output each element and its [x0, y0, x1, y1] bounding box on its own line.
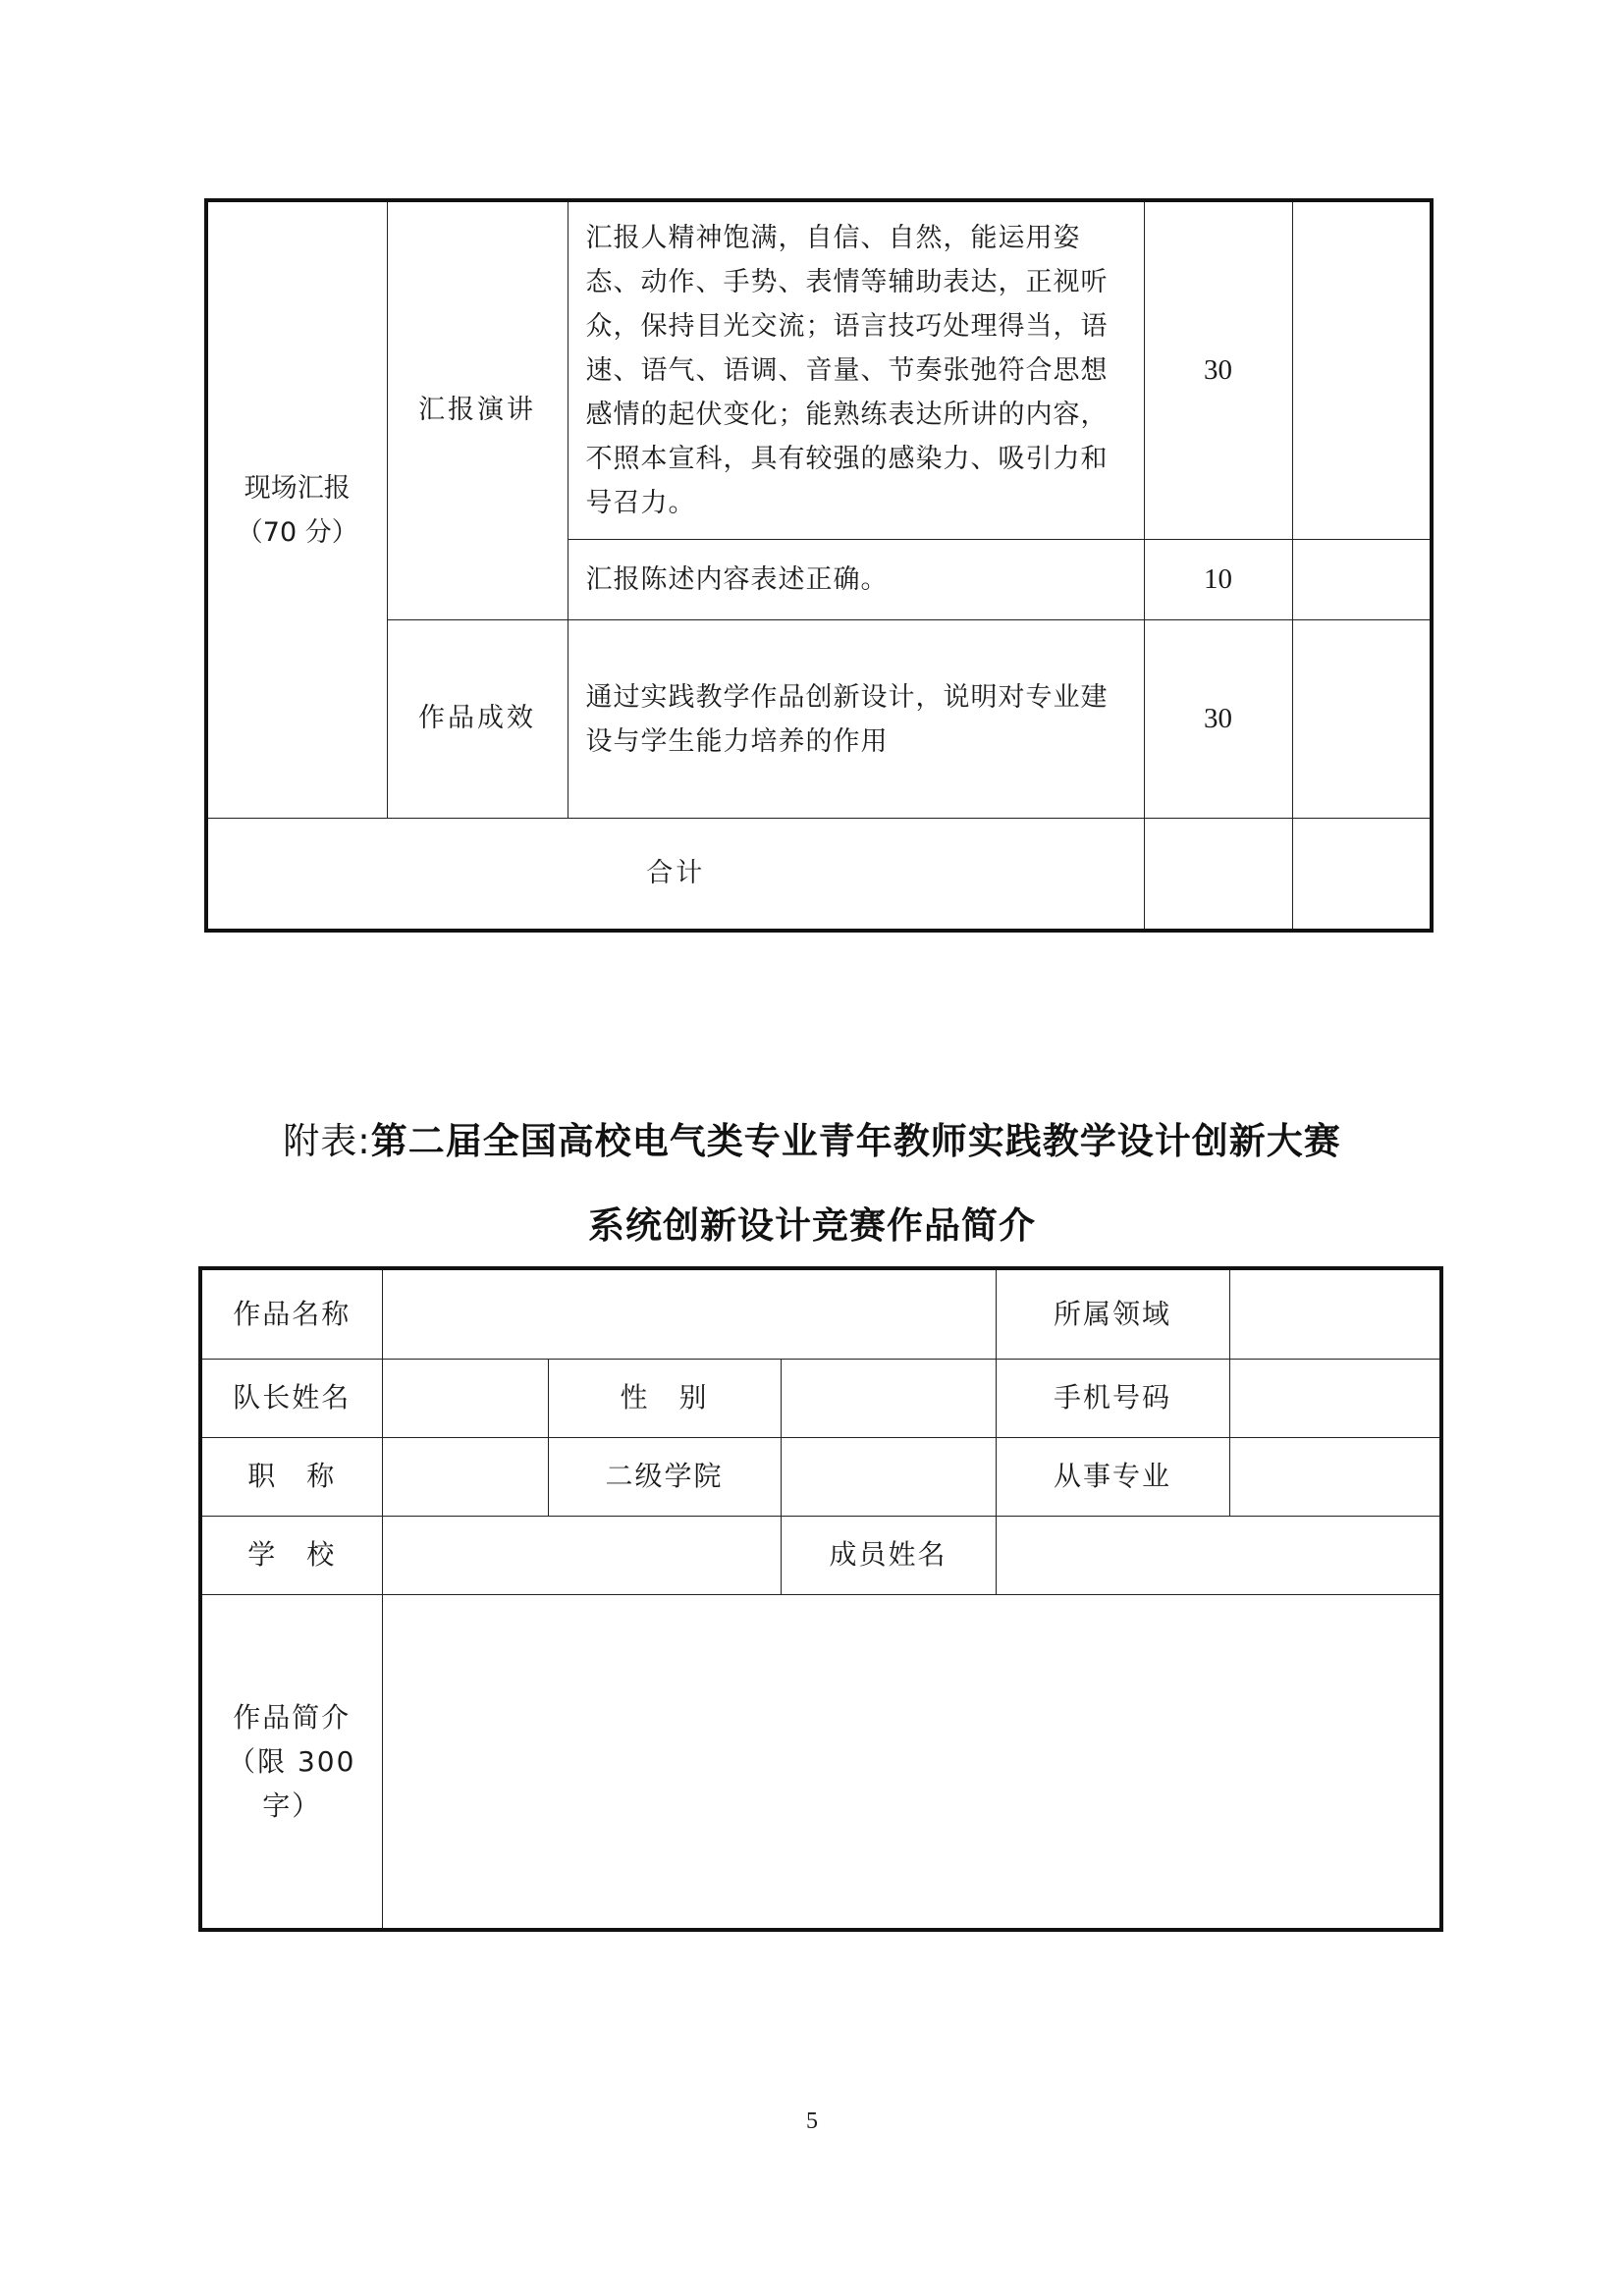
page-number: 5: [806, 2109, 818, 2134]
summary-field[interactable]: [382, 1594, 1441, 1930]
total-label: 合计: [206, 819, 1144, 931]
item-speech: 汇报演讲: [387, 200, 568, 620]
phone-field[interactable]: [1229, 1359, 1441, 1437]
school-label: 学 校: [200, 1516, 382, 1594]
field-label: 所属领域: [996, 1268, 1229, 1359]
work-name-field[interactable]: [382, 1268, 996, 1359]
score-cell[interactable]: [1292, 620, 1432, 819]
category-cell: [206, 200, 387, 819]
score-cell[interactable]: [1292, 540, 1432, 620]
major-field[interactable]: [1229, 1437, 1441, 1516]
score-cell[interactable]: [1292, 200, 1432, 540]
summary-label: 作品简介: [233, 1700, 352, 1734]
members-field[interactable]: [996, 1516, 1441, 1594]
members-label: 成员姓名: [781, 1516, 996, 1594]
intro-form-table: [198, 1266, 1443, 1932]
leader-name-label: 队长姓名: [200, 1359, 382, 1437]
summary-label-cell: [200, 1594, 382, 1930]
points-results: 30: [1144, 620, 1292, 819]
title-rank-label: 职 称: [200, 1437, 382, 1516]
points-accuracy: 10: [1144, 540, 1292, 620]
title-rank-field[interactable]: [382, 1437, 548, 1516]
points-speech: 30: [1144, 200, 1292, 540]
gender-label: 性 别: [548, 1359, 781, 1437]
summary-limit: （限 300 字）: [228, 1744, 356, 1822]
leader-name-field[interactable]: [382, 1359, 548, 1437]
criteria-accuracy: 汇报陈述内容表述正确。: [568, 540, 1144, 620]
scoring-table: [204, 198, 1434, 933]
field-field[interactable]: [1229, 1268, 1441, 1359]
criteria-results: 通过实践教学作品创新设计，说明对专业建设与学生能力培养的作用: [568, 620, 1144, 819]
total-score-cell[interactable]: [1292, 819, 1432, 931]
criteria-speech: 汇报人精神饱满，自信、自然，能运用姿态、动作、手势、表情等辅助表达，正视听众，保持目光交流；语言技巧处理得当，语速、语气、语调、音量、节奏张弛符合思想感情的起伏变化；能熟练表达所讲的内容，不照本宣科，具有较强的感染力、吸引力和号召力。: [568, 200, 1144, 540]
form-title: [0, 1111, 1624, 1164]
major-label: 从事专业: [996, 1437, 1229, 1516]
phone-label: 手机号码: [996, 1359, 1229, 1437]
category-points: （70 分）: [236, 516, 358, 548]
gender-field[interactable]: [781, 1359, 996, 1437]
title-line-1: 第二届全国高校电气类专业青年教师实践教学设计创新大赛: [370, 1120, 1341, 1162]
work-name-label: 作品名称: [200, 1268, 382, 1359]
form-subtitle: 系统创新设计竞赛作品简介: [588, 1204, 1036, 1247]
category-label: 现场汇报: [244, 472, 351, 504]
college-field[interactable]: [781, 1437, 996, 1516]
title-prefix: 附表:: [283, 1120, 371, 1162]
school-field[interactable]: [382, 1516, 781, 1594]
item-results: 作品成效: [387, 620, 568, 819]
total-points-cell: [1144, 819, 1292, 931]
college-label: 二级学院: [548, 1437, 781, 1516]
